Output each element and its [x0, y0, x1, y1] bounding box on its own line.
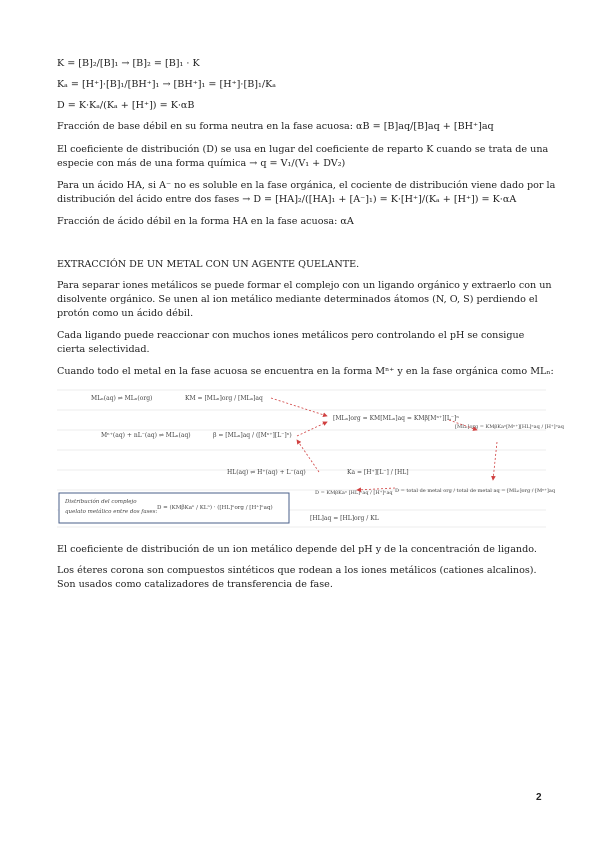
acid-line-1: Para un ácido HA, si A⁻ no es soluble en la fase orgánica, el cociente de distribución viene dado por la: [57, 180, 556, 191]
eq-ka: Ka = [H⁺][L⁻] / [HL]: [347, 469, 409, 476]
eq-ml-org: [MLₙ]org = KMβKaⁿ[Mⁿ⁺][HL]ⁿaq / [H⁺]ⁿaq: [455, 424, 564, 430]
eq-extraction: MLₙ(aq) ⇌ MLₙ(org): [91, 395, 153, 402]
separation-line-1: Para separar iones metálicos se puede formar el complejo con un ligando orgánico y extraerlo con un: [57, 280, 552, 291]
arrow-km-to-combined: [271, 398, 327, 416]
equation-d-base: D = K·Kₐ/(Kₐ + [H⁺]) = K·αB: [57, 100, 195, 111]
eq-hl-relation: [HL]aq = [HL]org / KL: [310, 515, 379, 522]
equation-ka: Kₐ = [H⁺]·[B]₁/[BH⁺]₁ → [BH⁺]₁ = [H⁺]·[B]₁/Kₐ: [57, 79, 276, 90]
crown-line-1: Los éteres corona son compuestos sintéticos que rodean a los iones metálicos (cationes alcalinos).: [57, 565, 537, 576]
figure-arrows: [271, 398, 497, 490]
dependence-text: El coeficiente de distribución de un ion metálico depende del pH y de la concentración de ligando.: [57, 544, 537, 555]
ligand-line-1: Cada ligando puede reaccionar con muchos iones metálicos pero controlando el pH se consigue: [57, 330, 525, 341]
figure-canvas: [57, 380, 564, 530]
dist-coef-line-1: El coeficiente de distribución (D) se usa en lugar del coeficiente de reparto K cuando se trata de una: [57, 144, 549, 155]
equation-k: K = [B]₂/[B]₁ → [B]₂ = [B]₁ · K: [57, 58, 200, 69]
summary-note-2: quelato metálico entre dos fases:: [65, 509, 158, 515]
eq-d-definition: D = total de metal org / total de metal aq = [MLₙ]org / [Mⁿ⁺]aq: [395, 488, 556, 494]
summary-d-final: D = (KMβKaⁿ / KLⁿ) · ([HL]ⁿorg / [H⁺]ⁿaq): [157, 505, 273, 511]
eq-d-result: D = KMβKaⁿ [HL]ⁿaq / [H⁺]ⁿaq: [315, 490, 393, 496]
acid-fraction-text: Fracción de ácido débil en la forma HA en la fase acuosa: αA: [57, 216, 354, 227]
section-heading: EXTRACCIÓN DE UN METAL CON UN AGENTE QUELANTE.: [57, 259, 360, 270]
acid-line-2: distribución del ácido entre dos fases → D = [HA]₂/([HA]₁ + [A⁻]₁) = K·[H⁺]/(Kₐ + [H⁺]) = K·αA: [57, 194, 517, 205]
ligand-line-2: cierta selectividad.: [57, 344, 150, 355]
separation-line-3: protón como un ácido débil.: [57, 308, 194, 319]
crown-line-2: Son usados como catalizadores de transferencia de fase.: [57, 579, 333, 590]
separation-line-2: disolvente orgánico. Se unen al ion metálico mediante determinados átomos (N, O, S) perdiendo el: [57, 294, 538, 305]
chelate-extraction-figure: [57, 380, 564, 530]
metal-phase-text: Cuando todo el metal en la fase acuosa se encuentra en la forma Mⁿ⁺ y en la fase orgánica como MLₙ:: [57, 366, 554, 377]
arrow-beta-to-combined: [297, 422, 327, 436]
eq-ligand: HL(aq) ⇌ H⁺(aq) + L⁻(aq): [227, 469, 306, 476]
dist-coef-line-2: especie con más de una forma química → q = V₁/(V₁ + DV₂): [57, 158, 346, 169]
arrow-ka-to-beta: [297, 440, 319, 472]
eq-km: KM = [MLₙ]org / [MLₙ]aq: [185, 395, 263, 402]
summary-note-1: Distribución del complejo: [65, 499, 137, 505]
arrow-mlorg-to-d: [493, 442, 497, 480]
eq-formation: Mⁿ⁺(aq) + nL⁻(aq) ⇌ MLₙ(aq): [101, 432, 191, 439]
eq-beta: β = [MLₙ]aq / ([Mⁿ⁺][L⁻]ⁿ): [213, 432, 292, 439]
page-number: 2: [536, 792, 542, 803]
eq-combined: [MLₙ]org = KM[MLₙ]aq = KMβ[Mⁿ⁺][L⁻]ⁿ: [333, 415, 459, 422]
base-fraction-text: Fracción de base débil en su forma neutra en la fase acuosa: αB = [B]aq/[B]aq + [BH⁺]aq: [57, 121, 494, 132]
